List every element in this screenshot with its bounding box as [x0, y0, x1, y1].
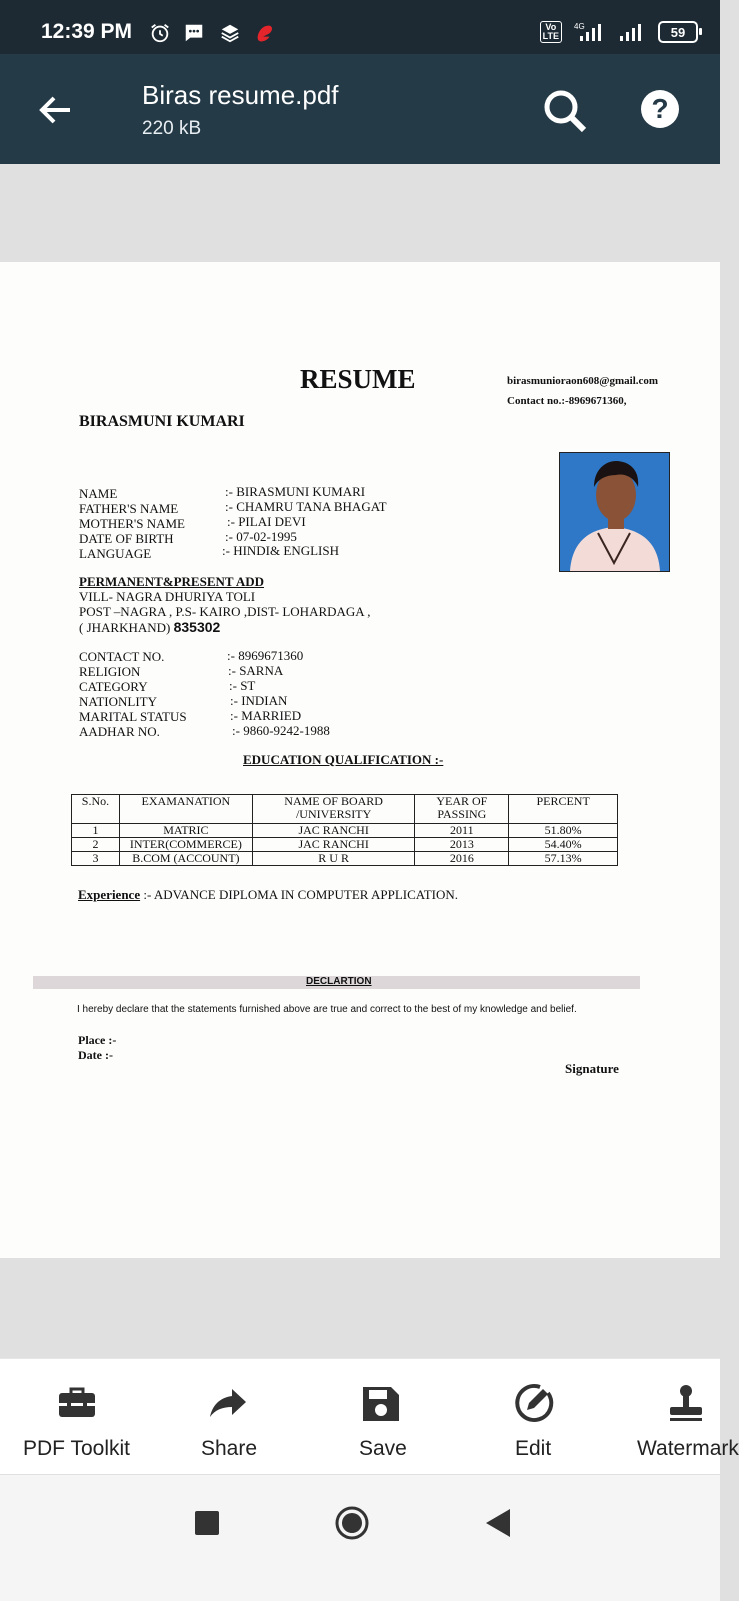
- column-header: YEAR OF PASSING: [415, 795, 509, 824]
- signal-icon: [618, 21, 648, 43]
- share-button[interactable]: [154, 1359, 304, 1475]
- detail-label: AADHAR NO.: [79, 724, 160, 739]
- battery-icon: 59: [658, 21, 698, 43]
- recents-square-icon[interactable]: [195, 1511, 219, 1535]
- experience-line: [78, 887, 458, 903]
- volte-icon: Vo LTE: [540, 21, 562, 43]
- detail-label: CATEGORY: [79, 679, 148, 694]
- column-header: NAME OF BOARD /UNIVERSITY: [252, 795, 415, 824]
- table-cell: 1: [72, 824, 120, 838]
- share-arrow-icon: [206, 1381, 250, 1425]
- detail-value: :- INDIAN: [230, 693, 288, 708]
- system-nav-bar: [0, 1474, 720, 1601]
- personal-label: LANGUAGE: [79, 546, 152, 561]
- detail-label: NATIONLITY: [79, 694, 157, 709]
- candidate-name: BIRASMUNI KUMARI: [79, 413, 245, 430]
- profile-photo: [559, 452, 670, 572]
- table-row: [72, 852, 618, 866]
- resume-heading: RESUME: [300, 364, 416, 394]
- airtel-logo-icon: [252, 22, 276, 44]
- address-line: POST –NAGRA , P.S- KAIRO ,DIST- LOHARDAGA ,: [79, 604, 371, 619]
- pincode: 835302: [173, 619, 221, 635]
- email: birasmunioraon608@gmail.com: [507, 375, 659, 387]
- address-line: VILL- NAGRA DHURIYA TOLI: [79, 589, 256, 604]
- alarm-icon: [148, 22, 172, 44]
- personal-value: :- PILAI DEVI: [227, 514, 306, 529]
- table-cell: INTER(COMMERCE): [119, 838, 252, 852]
- table-header-row: [72, 795, 618, 824]
- table-cell: 2013: [415, 838, 509, 852]
- address-state: ( JHARKHAND): [79, 620, 174, 635]
- address-heading: PERMANENT&PRESENT ADD: [79, 574, 265, 589]
- personal-value: :- CHAMRU TANA BHAGAT: [225, 499, 387, 514]
- svg-text:4G: 4G: [574, 22, 585, 31]
- table-cell: 51.80%: [509, 824, 618, 838]
- column-header: PERCENT: [509, 795, 618, 824]
- bottom-toolbar: [0, 1358, 739, 1475]
- edit-button[interactable]: [460, 1359, 610, 1475]
- table-cell: 2016: [415, 852, 509, 866]
- column-header: S.No.: [72, 795, 120, 824]
- detail-value: :- SARNA: [228, 663, 284, 678]
- detail-label: MARITAL STATUS: [79, 709, 187, 724]
- pdf-page[interactable]: [0, 262, 720, 1258]
- pdf-toolkit-button[interactable]: [2, 1359, 152, 1475]
- personal-value: :- 07-02-1995: [225, 529, 297, 544]
- status-right-group: [540, 20, 698, 44]
- education-table: [71, 794, 618, 866]
- table-cell: JAC RANCHI: [252, 824, 415, 838]
- detail-value: :- ST: [229, 678, 256, 693]
- toolbar-label: Share: [201, 1437, 258, 1460]
- floppy-save-icon: [359, 1381, 403, 1425]
- declaration-title: DECLARTION: [306, 976, 372, 987]
- person-photo-image: [560, 453, 669, 571]
- home-circle-icon[interactable]: [334, 1505, 370, 1541]
- status-time: 12:39 PM: [41, 20, 133, 43]
- detail-value: :- MARRIED: [230, 708, 302, 723]
- detail-value: :- 9860-9242-1988: [232, 723, 330, 738]
- contact-top: Contact no.:-8969671360,: [507, 395, 627, 407]
- table-cell: B.COM (ACCOUNT): [119, 852, 252, 866]
- personal-label: NAME: [79, 486, 118, 501]
- table-cell: 57.13%: [509, 852, 618, 866]
- search-icon[interactable]: [540, 86, 590, 136]
- table-cell: 2: [72, 838, 120, 852]
- education-heading: EDUCATION QUALIFICATION :-: [243, 752, 444, 767]
- personal-label: DATE OF BIRTH: [79, 531, 174, 546]
- toolbar-label: Save: [359, 1437, 407, 1460]
- table-cell: 2011: [415, 824, 509, 838]
- personal-value: :- HINDI& ENGLISH: [222, 543, 339, 558]
- personal-label: FATHER'S NAME: [79, 501, 179, 516]
- document-title: Biras resume.pdf: [142, 80, 339, 110]
- help-icon[interactable]: ?: [641, 90, 679, 128]
- document-size: 220 kB: [142, 118, 202, 139]
- stamp-icon: [664, 1381, 708, 1425]
- detail-label: RELIGION: [79, 664, 141, 679]
- toolbar-label: Watermark: [637, 1437, 739, 1460]
- watermark-button[interactable]: [612, 1359, 739, 1475]
- signal-4g-icon: [572, 21, 608, 43]
- personal-value: :- BIRASMUNI KUMARI: [225, 484, 366, 499]
- back-triangle-icon[interactable]: [486, 1509, 510, 1537]
- table-row: [72, 824, 618, 838]
- edit-pencil-icon: [512, 1381, 556, 1425]
- place-label: Place :-: [78, 1033, 117, 1047]
- signature-label: Signature: [565, 1061, 619, 1076]
- detail-label: CONTACT NO.: [79, 649, 165, 664]
- experience-label: Experience: [78, 887, 141, 902]
- toolbox-icon: [55, 1381, 99, 1425]
- toolbar-label: Edit: [515, 1437, 552, 1460]
- table-cell: 3: [72, 852, 120, 866]
- table-row: [72, 838, 618, 852]
- table-cell: MATRIC: [119, 824, 252, 838]
- layers-icon: [218, 22, 242, 44]
- declaration-text: I hereby declare that the statements furnished above are true and correct to the best of my knowledge and belief.: [77, 1004, 577, 1015]
- table-cell: 54.40%: [509, 838, 618, 852]
- table-cell: JAC RANCHI: [252, 838, 415, 852]
- personal-label: MOTHER'S NAME: [79, 516, 185, 531]
- address-line: [79, 619, 220, 636]
- toolbar-label: PDF Toolkit: [23, 1437, 130, 1460]
- experience-value: :- ADVANCE DIPLOMA IN COMPUTER APPLICATION.: [143, 887, 459, 902]
- date-label: Date :-: [78, 1048, 113, 1062]
- detail-value: :- 8969671360: [227, 648, 304, 663]
- table-cell: R U R: [252, 852, 415, 866]
- status-bar: [0, 0, 720, 54]
- app-bar: [0, 54, 720, 164]
- save-button[interactable]: [306, 1359, 456, 1475]
- back-arrow-icon[interactable]: [36, 90, 76, 130]
- column-header: EXAMANATION: [119, 795, 252, 824]
- message-icon: [182, 22, 206, 44]
